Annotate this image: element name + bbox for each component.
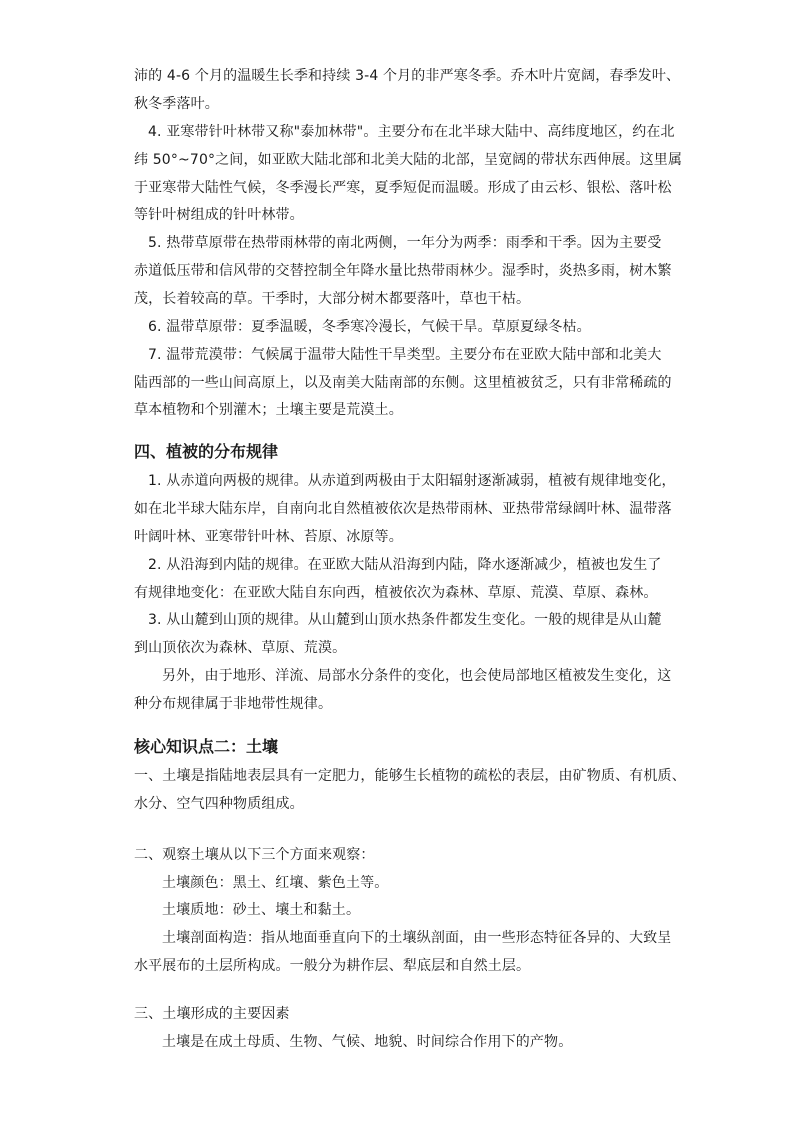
subsection-heading: 三、土壤形成的主要因素 [134,1006,290,1022]
rule-3-line: 到山顶依次为森林、草原、荒漠。 [134,640,347,656]
soil-factors-line: 土壤是在成土母质、生物、气候、地貌、时间综合作用下的产物。 [162,1034,573,1050]
subsection-heading: 二、观察土壤从以下三个方面来观察： [134,847,375,863]
core-heading: 核心知识点二：土壤 [134,737,279,756]
list-item-5-line: 茂，长着较高的草。干季时，大部分树木都要落叶，草也干枯。 [134,291,531,307]
rule-1-line: 如在北半球大陆东岸，自南向北自然植被依次是热带雨林、亚热带常绿阔叶林、温带落 [134,501,672,517]
paragraph-line: 秋冬季落叶。 [134,96,219,112]
list-item-7-line: 草本植物和个别灌木；土壤主要是荒漠土。 [134,402,403,418]
list-item-5-line: 赤道低压带和信风带的交替控制全年降水量比热带雨林少。湿季时，炎热多雨，树木繁 [134,263,672,279]
note-line: 另外，由于地形、洋流、局部水分条件的变化，也会使局部地区植被发生变化，这 [162,668,672,684]
soil-profile-line: 水平展布的土层所构成。一般分为耕作层、犁底层和自然土层。 [134,958,531,974]
note-line: 种分布规律属于非地带性规律。 [134,696,333,712]
rule-1-line: 1. 从赤道向两极的规律。从赤道到两极由于太阳辐射逐渐减弱，植被有规律地变化， [148,473,676,489]
soil-definition-line: 一、土壤是指陆地表层具有一定肥力，能够生长植物的疏松的表层，由矿物质、有机质、 [134,768,686,784]
list-item-4-line: 等针叶树组成的针叶林带。 [134,207,304,223]
section-heading: 四、植被的分布规律 [134,442,279,461]
paragraph-line: 沛的 4-6 个月的温暖生长季和持续 3-4 个月的非严寒冬季。乔木叶片宽阔，春季发叶、 [134,68,681,84]
list-item-4-line: 4. 亚寒带针叶林带又称"泰加林带"。主要分布在北半球大陆中、高纬度地区，约在北 [148,124,675,140]
rule-3-line: 3. 从山麓到山顶的规律。从山麓到山顶水热条件都发生变化。一般的规律是从山麓 [148,612,662,628]
rule-1-line: 叶阔叶林、亚寒带针叶林、苔原、冰原等。 [134,529,403,545]
list-item-4-line: 于亚寒带大陆性气候，冬季漫长严寒，夏季短促而温暖。形成了由云杉、银松、落叶松 [134,180,672,196]
soil-definition-line: 水分、空气四种物质组成。 [134,796,304,812]
list-item-7-line: 7. 温带荒漠带：气候属于温带大陆性干旱类型。主要分布在亚欧大陆中部和北美大 [148,347,662,363]
soil-profile-line: 土壤剖面构造：指从地面垂直向下的土壤纵剖面，由一些形态特征各异的、大致呈 [162,930,672,946]
soil-texture-line: 土壤质地：砂土、壤土和黏土。 [162,902,361,918]
soil-color-line: 土壤颜色：黑土、红壤、紫色土等。 [162,875,389,891]
rule-2-line: 有规律地变化：在亚欧大陆自东向西，植被依次为森林、草原、荒漠、草原、森林。 [134,585,658,601]
list-item-4-line: 纬 50°~70°之间，如亚欧大陆北部和北美大陆的北部，呈宽阔的带状东西伸展。这里属 [134,152,683,168]
list-item-5-line: 5. 热带草原带在热带雨林带的南北两侧，一年分为两季：雨季和干季。因为主要受 [148,235,662,251]
list-item-7-line: 陆西部的一些山间高原上，以及南美大陆南部的东侧。这里植被贫乏，只有非常稀疏的 [134,375,672,391]
rule-2-line: 2. 从沿海到内陆的规律。在亚欧大陆从沿海到内陆，降水逐渐减少，植被也发生了 [148,557,662,573]
list-item-6-line: 6. 温带草原带：夏季温暖，冬季寒冷漫长，气候干旱。草原夏绿冬枯。 [148,319,591,335]
